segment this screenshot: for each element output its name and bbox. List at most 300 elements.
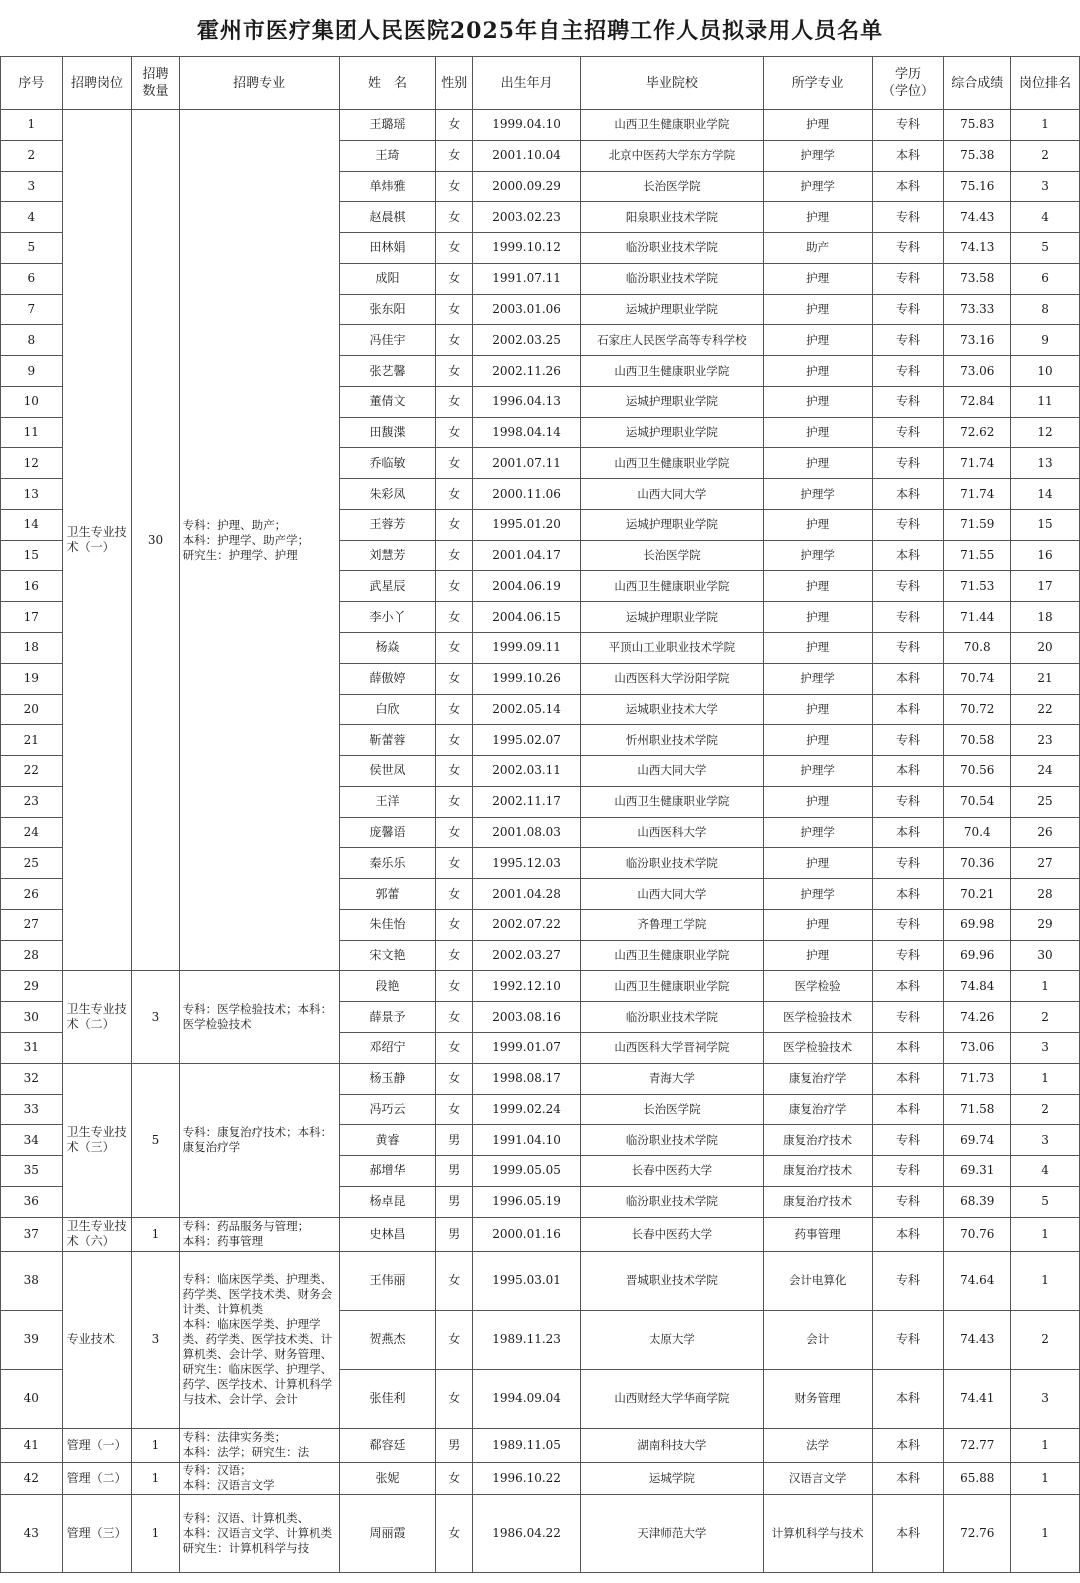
cell-school: 北京中医药大学东方学院: [581, 140, 764, 171]
cell-school: 长春中医药大学: [581, 1217, 764, 1251]
cell-studied: 计算机科学与技术: [763, 1494, 872, 1572]
cell-birth: 2000.01.16: [473, 1217, 581, 1251]
cell-rank: 24: [1011, 756, 1080, 787]
cell-rank: 22: [1011, 694, 1080, 725]
cell-name: 贺燕杰: [339, 1310, 436, 1369]
cell-rank: 1: [1011, 1251, 1080, 1310]
cell-name: 庞馨语: [339, 817, 436, 848]
cell-rank: 21: [1011, 663, 1080, 694]
cell-name: 杨焱: [339, 633, 436, 664]
cell-quota: 3: [132, 1251, 179, 1428]
cell-studied: 助产: [763, 233, 872, 264]
cell-studied: 康复治疗技术: [763, 1186, 872, 1217]
cell-school: 长治医学院: [581, 1094, 764, 1125]
hiring-list-table: [0, 56, 1080, 1573]
cell-school: 山西卫生健康职业学院: [581, 448, 764, 479]
cell-rank: 1: [1011, 1063, 1080, 1094]
header-row: [1, 57, 1080, 110]
cell-birth: 2000.09.29: [473, 171, 581, 202]
cell-gender: 女: [436, 386, 473, 417]
cell-seq: 12: [1, 448, 63, 479]
cell-name: 王琦: [339, 140, 436, 171]
cell-birth: 1998.04.14: [473, 417, 581, 448]
cell-gender: 女: [436, 1369, 473, 1428]
cell-major: 专科：汉语、计算机类、 本科：汉语言文学、计算机类 研究生：计算机科学与技: [179, 1494, 339, 1572]
cell-seq: 35: [1, 1156, 63, 1187]
cell-birth: 2003.08.16: [473, 1002, 581, 1033]
cell-seq: 6: [1, 263, 63, 294]
cell-name: 冯巧云: [339, 1094, 436, 1125]
cell-rank: 16: [1011, 540, 1080, 571]
cell-seq: 17: [1, 602, 63, 633]
header-name: 姓 名: [339, 57, 436, 110]
cell-gender: 女: [436, 571, 473, 602]
cell-gender: 女: [436, 171, 473, 202]
cell-degree: 本科: [872, 1063, 944, 1094]
cell-studied: 会计: [763, 1310, 872, 1369]
cell-rank: 3: [1011, 1125, 1080, 1156]
page-title: 霍州市医疗集团人民医院2025年自主招聘工作人员拟录用人员名单: [196, 18, 884, 44]
cell-score: 72.84: [944, 386, 1011, 417]
cell-birth: 1995.12.03: [473, 848, 581, 879]
cell-name: 王蓉芳: [339, 509, 436, 540]
cell-post: 卫生专业技术（三）: [62, 1063, 132, 1217]
cell-post: 卫生专业技术（六）: [62, 1217, 132, 1251]
cell-gender: 女: [436, 909, 473, 940]
cell-rank: 5: [1011, 233, 1080, 264]
table-body: [1, 110, 1080, 1573]
cell-birth: 2001.07.11: [473, 448, 581, 479]
cell-score: 69.96: [944, 940, 1011, 971]
cell-name: 杨玉静: [339, 1063, 436, 1094]
cell-score: 74.64: [944, 1251, 1011, 1310]
cell-name: 单炜雅: [339, 171, 436, 202]
cell-degree: 专科: [872, 571, 944, 602]
cell-score: 72.77: [944, 1428, 1011, 1462]
cell-name: 张妮: [339, 1462, 436, 1494]
cell-seq: 39: [1, 1310, 63, 1369]
cell-rank: 2: [1011, 1094, 1080, 1125]
cell-studied: 护理: [763, 325, 872, 356]
cell-school: 临汾职业技术学院: [581, 233, 764, 264]
cell-studied: 护理学: [763, 817, 872, 848]
cell-school: 临汾职业技术学院: [581, 263, 764, 294]
cell-birth: 2002.03.11: [473, 756, 581, 787]
cell-school: 山西卫生健康职业学院: [581, 571, 764, 602]
cell-studied: 康复治疗学: [763, 1063, 872, 1094]
cell-birth: 1991.04.10: [473, 1125, 581, 1156]
cell-birth: 1994.09.04: [473, 1369, 581, 1428]
cell-birth: 2004.06.19: [473, 571, 581, 602]
cell-degree: 本科: [872, 879, 944, 910]
cell-school: 山西大同大学: [581, 879, 764, 910]
cell-seq: 19: [1, 663, 63, 694]
cell-quota: 3: [132, 971, 179, 1063]
cell-gender: 女: [436, 294, 473, 325]
cell-gender: 女: [436, 633, 473, 664]
cell-seq: 42: [1, 1462, 63, 1494]
header-school: 毕业院校: [581, 57, 764, 110]
cell-seq: 31: [1, 1032, 63, 1063]
cell-name: 乔临敏: [339, 448, 436, 479]
cell-studied: 药事管理: [763, 1217, 872, 1251]
cell-school: 运城护理职业学院: [581, 294, 764, 325]
cell-rank: 6: [1011, 263, 1080, 294]
cell-degree: 本科: [872, 1494, 944, 1572]
cell-gender: 女: [436, 509, 473, 540]
cell-gender: 女: [436, 110, 473, 141]
cell-major: 专科：康复治疗技术；本科：康复治疗学: [179, 1063, 339, 1217]
cell-name: 朱彩凤: [339, 479, 436, 510]
cell-seq: 2: [1, 140, 63, 171]
cell-gender: 女: [436, 602, 473, 633]
cell-gender: 女: [436, 1063, 473, 1094]
cell-rank: 4: [1011, 202, 1080, 233]
table-row: [1, 1494, 1080, 1572]
cell-rank: 20: [1011, 633, 1080, 664]
cell-seq: 7: [1, 294, 63, 325]
cell-birth: 2002.11.26: [473, 356, 581, 387]
cell-name: 张佳利: [339, 1369, 436, 1428]
cell-score: 72.76: [944, 1494, 1011, 1572]
cell-school: 临汾职业技术学院: [581, 1186, 764, 1217]
header-seq: 序号: [1, 57, 63, 110]
cell-score: 74.41: [944, 1369, 1011, 1428]
cell-birth: 1996.10.22: [473, 1462, 581, 1494]
cell-score: 71.55: [944, 540, 1011, 571]
cell-school: 太原大学: [581, 1310, 764, 1369]
table-row: [1, 1217, 1080, 1251]
header-post: 招聘岗位: [62, 57, 132, 110]
cell-name: 秦乐乐: [339, 848, 436, 879]
cell-birth: 2002.05.14: [473, 694, 581, 725]
cell-rank: 1: [1011, 1462, 1080, 1494]
cell-major: 专科：临床医学类、护理类、药学类、医学技术类、财务会计类、计算机类 本科：临床医学类、护理学类、药学类、医学技术类、计算机类、会计学、财务管理、 研究生：临床医学、护理学、药学、医学技术、计算机科学与技术、会计学、会计: [179, 1251, 339, 1428]
cell-degree: 本科: [872, 1462, 944, 1494]
cell-rank: 29: [1011, 909, 1080, 940]
cell-name: 史林昌: [339, 1217, 436, 1251]
cell-rank: 4: [1011, 1156, 1080, 1187]
cell-name: 郭蕾: [339, 879, 436, 910]
cell-seq: 11: [1, 417, 63, 448]
cell-gender: 女: [436, 1002, 473, 1033]
cell-score: 74.43: [944, 202, 1011, 233]
cell-score: 75.16: [944, 171, 1011, 202]
cell-name: 薛景予: [339, 1002, 436, 1033]
cell-gender: 女: [436, 971, 473, 1002]
cell-degree: 专科: [872, 1310, 944, 1369]
cell-major: 专科：汉语； 本科：汉语言文学: [179, 1462, 339, 1494]
cell-school: 晋城职业技术学院: [581, 1251, 764, 1310]
cell-rank: 14: [1011, 479, 1080, 510]
cell-studied: 财务管理: [763, 1369, 872, 1428]
cell-rank: 1: [1011, 110, 1080, 141]
cell-score: 74.13: [944, 233, 1011, 264]
cell-school: 齐鲁理工学院: [581, 909, 764, 940]
cell-gender: 女: [436, 325, 473, 356]
cell-studied: 护理: [763, 786, 872, 817]
cell-seq: 34: [1, 1125, 63, 1156]
cell-score: 70.21: [944, 879, 1011, 910]
cell-studied: 护理学: [763, 663, 872, 694]
cell-birth: 1995.02.07: [473, 725, 581, 756]
cell-studied: 法学: [763, 1428, 872, 1462]
cell-degree: 专科: [872, 1251, 944, 1310]
cell-school: 临汾职业技术学院: [581, 1125, 764, 1156]
cell-gender: 女: [436, 1094, 473, 1125]
header-birth: 出生年月: [473, 57, 581, 110]
cell-gender: 女: [436, 540, 473, 571]
cell-score: 70.74: [944, 663, 1011, 694]
cell-gender: 女: [436, 417, 473, 448]
cell-name: 张艺馨: [339, 356, 436, 387]
cell-rank: 13: [1011, 448, 1080, 479]
cell-rank: 11: [1011, 386, 1080, 417]
cell-studied: 护理: [763, 694, 872, 725]
cell-score: 72.62: [944, 417, 1011, 448]
cell-gender: 女: [436, 756, 473, 787]
cell-birth: 2001.10.04: [473, 140, 581, 171]
cell-score: 70.76: [944, 1217, 1011, 1251]
cell-quota: 1: [132, 1428, 179, 1462]
cell-studied: 护理学: [763, 479, 872, 510]
cell-name: 刘慧芳: [339, 540, 436, 571]
cell-name: 成阳: [339, 263, 436, 294]
cell-gender: 女: [436, 356, 473, 387]
cell-score: 71.58: [944, 1094, 1011, 1125]
cell-rank: 1: [1011, 971, 1080, 1002]
cell-gender: 男: [436, 1156, 473, 1187]
cell-score: 71.53: [944, 571, 1011, 602]
cell-studied: 康复治疗技术: [763, 1156, 872, 1187]
cell-rank: 1: [1011, 1428, 1080, 1462]
cell-seq: 20: [1, 694, 63, 725]
cell-major: 专科：护理、助产； 本科：护理学、助产学； 研究生：护理学、护理: [179, 110, 339, 971]
cell-name: 田林娟: [339, 233, 436, 264]
cell-studied: 护理: [763, 940, 872, 971]
cell-degree: 专科: [872, 1002, 944, 1033]
cell-gender: 男: [436, 1217, 473, 1251]
cell-studied: 医学检验技术: [763, 1032, 872, 1063]
cell-degree: 专科: [872, 263, 944, 294]
cell-degree: 本科: [872, 1032, 944, 1063]
cell-birth: 2003.02.23: [473, 202, 581, 233]
cell-birth: 2001.08.03: [473, 817, 581, 848]
cell-degree: 本科: [872, 140, 944, 171]
cell-degree: 本科: [872, 171, 944, 202]
cell-rank: 8: [1011, 294, 1080, 325]
cell-degree: 专科: [872, 202, 944, 233]
cell-school: 山西医科大学晋祠学院: [581, 1032, 764, 1063]
cell-degree: 本科: [872, 971, 944, 1002]
cell-seq: 5: [1, 233, 63, 264]
cell-gender: 女: [436, 1310, 473, 1369]
cell-degree: 本科: [872, 1217, 944, 1251]
cell-rank: 23: [1011, 725, 1080, 756]
cell-gender: 女: [436, 817, 473, 848]
cell-quota: 5: [132, 1063, 179, 1217]
cell-seq: 24: [1, 817, 63, 848]
cell-degree: 专科: [872, 233, 944, 264]
cell-gender: 男: [436, 1125, 473, 1156]
cell-gender: 女: [436, 479, 473, 510]
cell-gender: 女: [436, 1462, 473, 1494]
cell-name: 杨卓昆: [339, 1186, 436, 1217]
table-row: [1, 1462, 1080, 1494]
cell-birth: 2001.04.28: [473, 879, 581, 910]
cell-birth: 1989.11.05: [473, 1428, 581, 1462]
cell-degree: 专科: [872, 110, 944, 141]
cell-name: 黄睿: [339, 1125, 436, 1156]
cell-birth: 1998.08.17: [473, 1063, 581, 1094]
cell-name: 郝增华: [339, 1156, 436, 1187]
table-row: [1, 1251, 1080, 1310]
cell-studied: 汉语言文学: [763, 1462, 872, 1494]
cell-seq: 38: [1, 1251, 63, 1310]
cell-degree: 专科: [872, 325, 944, 356]
cell-score: 71.74: [944, 479, 1011, 510]
cell-gender: 女: [436, 1251, 473, 1310]
cell-gender: 男: [436, 1428, 473, 1462]
cell-seq: 23: [1, 786, 63, 817]
cell-name: 田馥渫: [339, 417, 436, 448]
cell-school: 长治医学院: [581, 171, 764, 202]
cell-major: 专科：法律实务类； 本科：法学；研究生：法: [179, 1428, 339, 1462]
cell-school: 山西财经大学华商学院: [581, 1369, 764, 1428]
cell-rank: 27: [1011, 848, 1080, 879]
cell-school: 山西卫生健康职业学院: [581, 940, 764, 971]
cell-studied: 护理: [763, 356, 872, 387]
cell-score: 70.58: [944, 725, 1011, 756]
cell-rank: 18: [1011, 602, 1080, 633]
cell-degree: 本科: [872, 756, 944, 787]
cell-seq: 10: [1, 386, 63, 417]
table-row: [1, 110, 1080, 141]
cell-school: 运城护理职业学院: [581, 509, 764, 540]
cell-studied: 护理学: [763, 540, 872, 571]
cell-score: 73.58: [944, 263, 1011, 294]
cell-name: 武星辰: [339, 571, 436, 602]
cell-degree: 本科: [872, 1369, 944, 1428]
cell-birth: 1999.10.12: [473, 233, 581, 264]
cell-name: 靳蕾蓉: [339, 725, 436, 756]
header-studied: 所学专业: [763, 57, 872, 110]
cell-major: 专科：医学检验技术；本科：医学检验技术: [179, 971, 339, 1063]
cell-name: 张东阳: [339, 294, 436, 325]
cell-seq: 43: [1, 1494, 63, 1572]
cell-gender: 女: [436, 694, 473, 725]
cell-score: 75.83: [944, 110, 1011, 141]
cell-birth: 1995.01.20: [473, 509, 581, 540]
cell-school: 临汾职业技术学院: [581, 848, 764, 879]
cell-studied: 护理: [763, 725, 872, 756]
cell-birth: 1996.05.19: [473, 1186, 581, 1217]
cell-name: 郗容廷: [339, 1428, 436, 1462]
cell-seq: 37: [1, 1217, 63, 1251]
cell-studied: 护理: [763, 263, 872, 294]
cell-studied: 康复治疗技术: [763, 1125, 872, 1156]
cell-studied: 护理: [763, 633, 872, 664]
cell-degree: 专科: [872, 725, 944, 756]
cell-quota: 1: [132, 1462, 179, 1494]
cell-score: 73.16: [944, 325, 1011, 356]
cell-gender: 女: [436, 786, 473, 817]
cell-seq: 28: [1, 940, 63, 971]
cell-seq: 18: [1, 633, 63, 664]
cell-name: 王璐瑶: [339, 110, 436, 141]
cell-name: 赵晨棋: [339, 202, 436, 233]
cell-degree: 专科: [872, 448, 944, 479]
cell-school: 青海大学: [581, 1063, 764, 1094]
cell-birth: 1999.01.07: [473, 1032, 581, 1063]
cell-school: 山西卫生健康职业学院: [581, 356, 764, 387]
cell-name: 朱佳怡: [339, 909, 436, 940]
cell-score: 71.73: [944, 1063, 1011, 1094]
cell-seq: 22: [1, 756, 63, 787]
cell-gender: 女: [436, 663, 473, 694]
cell-gender: 女: [436, 448, 473, 479]
cell-name: 董倩文: [339, 386, 436, 417]
cell-score: 65.88: [944, 1462, 1011, 1494]
cell-studied: 护理: [763, 909, 872, 940]
cell-birth: 1999.09.11: [473, 633, 581, 664]
cell-studied: 护理: [763, 602, 872, 633]
cell-seq: 36: [1, 1186, 63, 1217]
cell-post: 卫生专业技术（一）: [62, 110, 132, 971]
cell-rank: 2: [1011, 1002, 1080, 1033]
cell-score: 71.74: [944, 448, 1011, 479]
cell-school: 运城护理职业学院: [581, 602, 764, 633]
cell-seq: 25: [1, 848, 63, 879]
cell-rank: 3: [1011, 171, 1080, 202]
cell-school: 山西卫生健康职业学院: [581, 110, 764, 141]
cell-score: 70.72: [944, 694, 1011, 725]
cell-studied: 护理: [763, 571, 872, 602]
cell-birth: 1989.11.23: [473, 1310, 581, 1369]
cell-degree: 本科: [872, 663, 944, 694]
cell-seq: 16: [1, 571, 63, 602]
cell-name: 李小丫: [339, 602, 436, 633]
header-rank: 岗位排名: [1011, 57, 1080, 110]
cell-birth: 1996.04.13: [473, 386, 581, 417]
cell-birth: 2002.03.25: [473, 325, 581, 356]
cell-studied: 护理: [763, 110, 872, 141]
cell-score: 69.31: [944, 1156, 1011, 1187]
cell-score: 68.39: [944, 1186, 1011, 1217]
table-row: [1, 1428, 1080, 1462]
cell-studied: 护理: [763, 448, 872, 479]
cell-name: 冯佳宇: [339, 325, 436, 356]
cell-rank: 25: [1011, 786, 1080, 817]
cell-rank: 5: [1011, 1186, 1080, 1217]
cell-studied: 医学检验: [763, 971, 872, 1002]
cell-birth: 1986.04.22: [473, 1494, 581, 1572]
cell-name: 侯世凤: [339, 756, 436, 787]
cell-school: 湖南科技大学: [581, 1428, 764, 1462]
cell-gender: 女: [436, 140, 473, 171]
cell-score: 73.06: [944, 1032, 1011, 1063]
cell-score: 69.74: [944, 1125, 1011, 1156]
cell-gender: 女: [436, 725, 473, 756]
cell-school: 山西大同大学: [581, 756, 764, 787]
cell-degree: 专科: [872, 294, 944, 325]
cell-seq: 1: [1, 110, 63, 141]
cell-gender: 女: [436, 233, 473, 264]
cell-studied: 护理: [763, 202, 872, 233]
cell-school: 运城职业技术大学: [581, 694, 764, 725]
cell-rank: 30: [1011, 940, 1080, 971]
cell-degree: 本科: [872, 479, 944, 510]
